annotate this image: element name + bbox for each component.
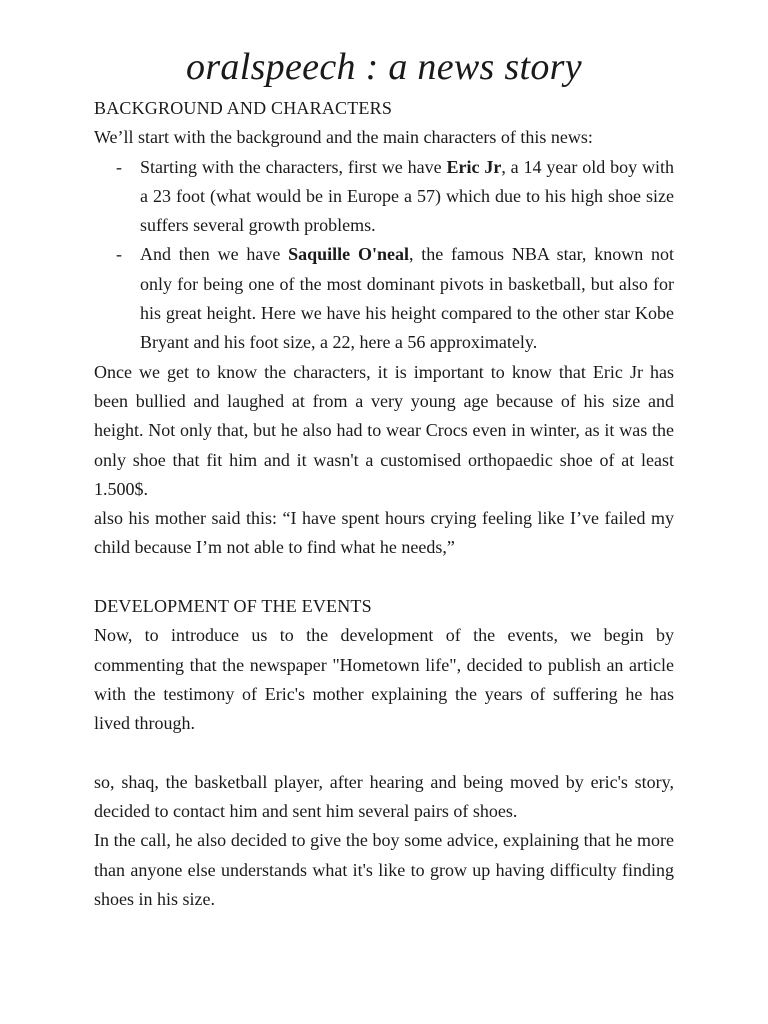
list-item-text: , a 14 year old boy with a 23 foot (what would be in Europe a 57) which due to his high shoe size suffers several growth problems. [140, 156, 674, 236]
spacer [94, 563, 674, 592]
section-intro: We’ll start with the background and the main characters of this news: [94, 127, 593, 148]
section-heading-background: BACKGROUND AND CHARACTERS [94, 98, 393, 118]
paragraph-bullying: Once we get to know the characters, it is important to know that Eric Jr has been bullied and laughed at from a very young age because of his size and height. Not only that, but he also had to wear Crocs even in winter, as it was the only shoe that fit him and it wasn't a customised orthopaedic shoe of at least 1.500$. [94, 361, 674, 499]
list-item-eric [116, 153, 674, 241]
list-item-text: And then we have [140, 244, 289, 265]
list-item-text: , the famous NBA star, known not only for being one of the most dominant pivots in basketball, but also for his great height. Here we have his height compared to the other star Kobe Bryant and his foot size, a 22, here a 56 approximately. [140, 244, 674, 353]
paragraph-newspaper: Now, to introduce us to the development of the events, we begin by commenting that the newspaper "Hometown life", decided to publish an article with the testimony of Eric's mother explaining the years of suffering he has lived through. [94, 625, 674, 734]
paragraph-shaq-contact: so, shaq, the basketball player, after hearing and being moved by eric's story, decided to contact him and sent him several pairs of shoes. [94, 771, 674, 822]
dash-bullet: - [116, 244, 122, 265]
document-title: oralspeech : a news story [186, 46, 582, 88]
paragraph-mother-quote: also his mother said this: “I have spent hours crying feeling like I’ve failed my child because I’m not able to find what he needs,” [94, 508, 674, 558]
dash-bullet: - [116, 156, 122, 177]
section-heading-development: DEVELOPMENT OF THE EVENTS [94, 596, 372, 617]
list-item-shaq [116, 240, 674, 357]
spacer [94, 739, 674, 768]
document-page [94, 42, 674, 914]
character-list [94, 153, 674, 358]
character-name-shaq: Saquille O'neal [288, 244, 409, 265]
character-name-eric: Eric Jr [446, 156, 502, 177]
paragraph-advice: In the call, he also decided to give the boy some advice, explaining that he more than anyone else understands what it's like to grow up having difficulty finding shoes in his size. [94, 830, 674, 910]
list-item-text: Starting with the characters, first we have [140, 156, 447, 177]
